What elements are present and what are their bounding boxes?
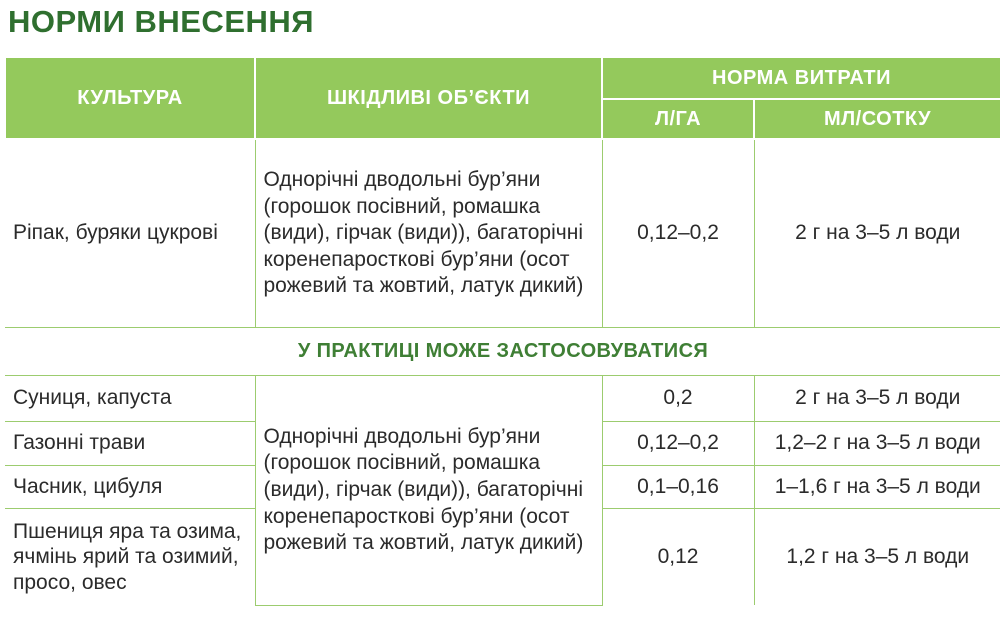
cell-per-ha: 0,12–0,2 [602,139,754,328]
header-crop: КУЛЬТУРА [5,57,255,139]
cell-per-ha: 0,1–0,16 [602,466,754,509]
cell-per-are: 1,2–2 г на 3–5 л води [754,422,1000,466]
cell-targets: Однорічні дводольні бур’яни (горошок посівний, ромашка (види), гірчак (види)), багаторічні коренепаросткові бур’яни (осот рожевий та жовтий, латук дикий) [255,139,602,328]
table-row [5,376,1000,422]
cell-per-ha: 0,2 [602,376,754,422]
cell-per-are: 1,2 г на 3–5 л води [754,509,1000,606]
cell-crop: Ріпак, буряки цукрові [5,139,255,328]
cell-crop: Часник, цибуля [5,466,255,509]
cell-crop: Пшениця яра та озима, ячмінь ярий та озимий, просо, овес [5,509,255,606]
cell-per-are: 2 г на 3–5 л води [754,139,1000,328]
section-row [5,328,1000,376]
cell-crop: Газонні трави [5,422,255,466]
cell-per-are: 1–1,6 г на 3–5 л води [754,466,1000,509]
cell-shared-targets: Однорічні дводольні бур’яни (горошок посівний, ромашка (види), гірчак (види)), багаторічні коренепаросткові бур’яни (осот рожевий та жовтий, латук дикий) [255,376,602,606]
table-row [5,139,1000,328]
cell-per-ha: 0,12 [602,509,754,606]
cell-crop: Суниця, капуста [5,376,255,422]
application-rates-table [4,56,1000,606]
header-per-ha: Л/ГА [602,99,754,139]
page-title: НОРМИ ВНЕСЕННЯ [8,4,315,39]
cell-per-are: 2 г на 3–5 л води [754,376,1000,422]
header-rate: НОРМА ВИТРАТИ [602,57,1000,99]
header-per-are: МЛ/СОТКУ [754,99,1000,139]
cell-per-ha: 0,12–0,2 [602,422,754,466]
header-targets: ШКІДЛИВІ ОБ’ЄКТИ [255,57,602,139]
section-label: У ПРАКТИЦІ МОЖЕ ЗАСТОСОВУВАТИСЯ [5,328,1000,376]
